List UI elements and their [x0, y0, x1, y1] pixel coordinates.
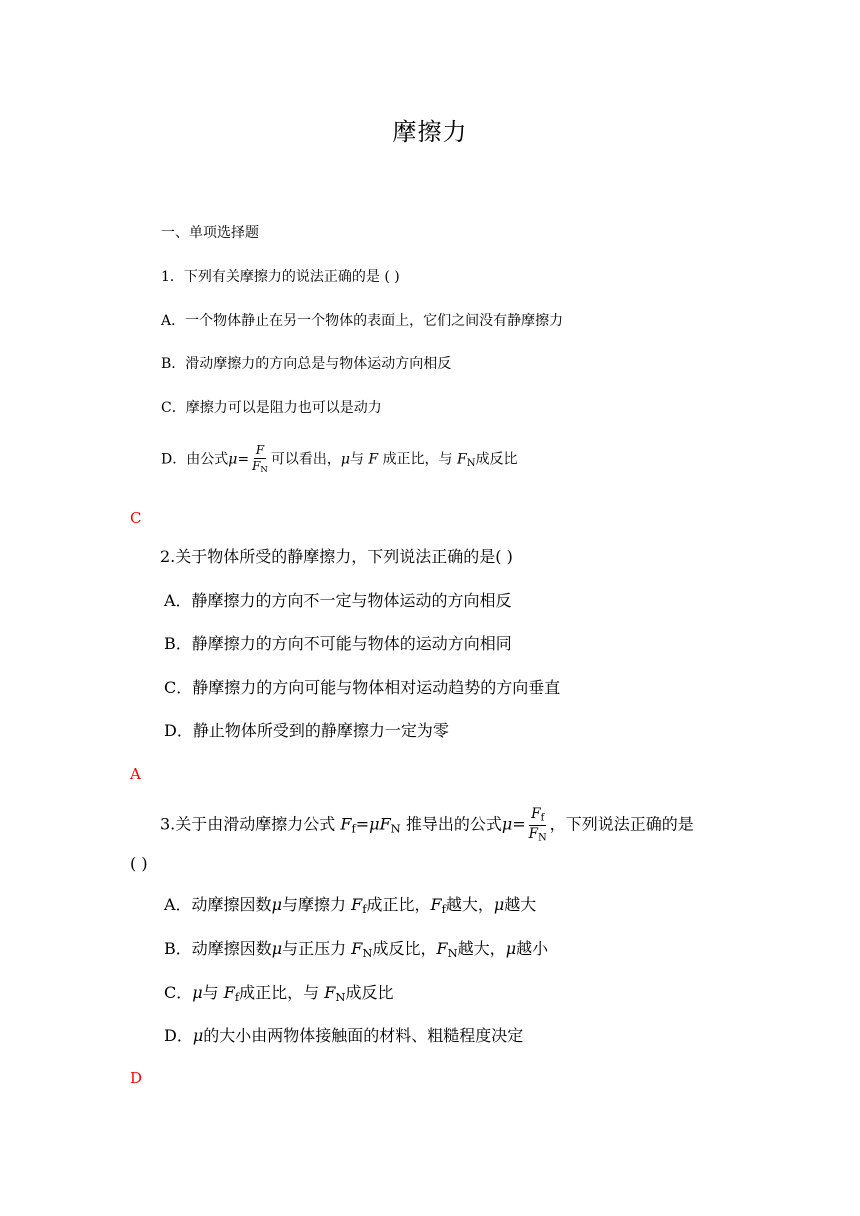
question-3-option-d: D．μ的大小由两物体接触面的材料、粗糙程度决定 [164, 1026, 524, 1045]
question-2-stem: 2.关于物体所受的静摩擦力，下列说法正确的是( ) [160, 547, 513, 566]
formula-fraction: $\frac{F_f}{F_N}$ [528, 806, 547, 844]
question-2-option-c: C．静摩擦力的方向可能与物体相对运动趋势的方向垂直 [164, 678, 561, 697]
question-3-answer: D [130, 1069, 143, 1087]
question-1-answer: C [130, 509, 142, 527]
question-3-stem-continued: ( ) [130, 854, 148, 873]
question-1-option-d: D．由公式μ= $\frac{F}{F_N}$ 可以看出，μ与 F 成正比，与 $F_N$成反比 [161, 443, 518, 475]
formula-fraction: $\frac{F}{F_N}$ [252, 443, 268, 475]
question-1-option-c: C．摩擦力可以是阻力也可以是动力 [161, 400, 382, 416]
section-heading: 一、单项选择题 [161, 225, 259, 241]
question-2-option-b: B．静摩擦力的方向不可能与物体的运动方向相同 [164, 634, 512, 653]
page-title: 摩擦力 [392, 118, 468, 146]
question-1-option-b: B．滑动摩擦力的方向总是与物体运动方向相反 [161, 356, 452, 372]
question-3-option-b: B．动摩擦因数μ与正压力 $F_N$成反比，$F_N$越大，μ越小 [164, 939, 549, 960]
question-1-option-a: A．一个物体静止在另一个物体的表面上，它们之间没有静摩擦力 [161, 313, 564, 329]
question-2-answer: A [130, 765, 141, 783]
question-1-stem: 1．下列有关摩擦力的说法正确的是 ( ) [161, 269, 400, 285]
question-2-option-d: D．静止物体所受到的静摩擦力一定为零 [164, 721, 449, 740]
question-2-option-a: A．静摩擦力的方向不一定与物体运动的方向相反 [164, 591, 512, 610]
question-3-option-a: A．动摩擦因数μ与摩擦力 $F_f$成正比，$F_f$越大，μ越大 [164, 895, 537, 916]
question-3-stem: 3.关于由滑动摩擦力公式 $F_f=\mu F_N$ 推导出的公式μ= $\frac{F_f}{F_N}$ ，下列说法正确的是 [160, 806, 694, 844]
question-3-option-c: C．μ与 $F_f$成正比，与 $F_N$成反比 [164, 983, 394, 1004]
